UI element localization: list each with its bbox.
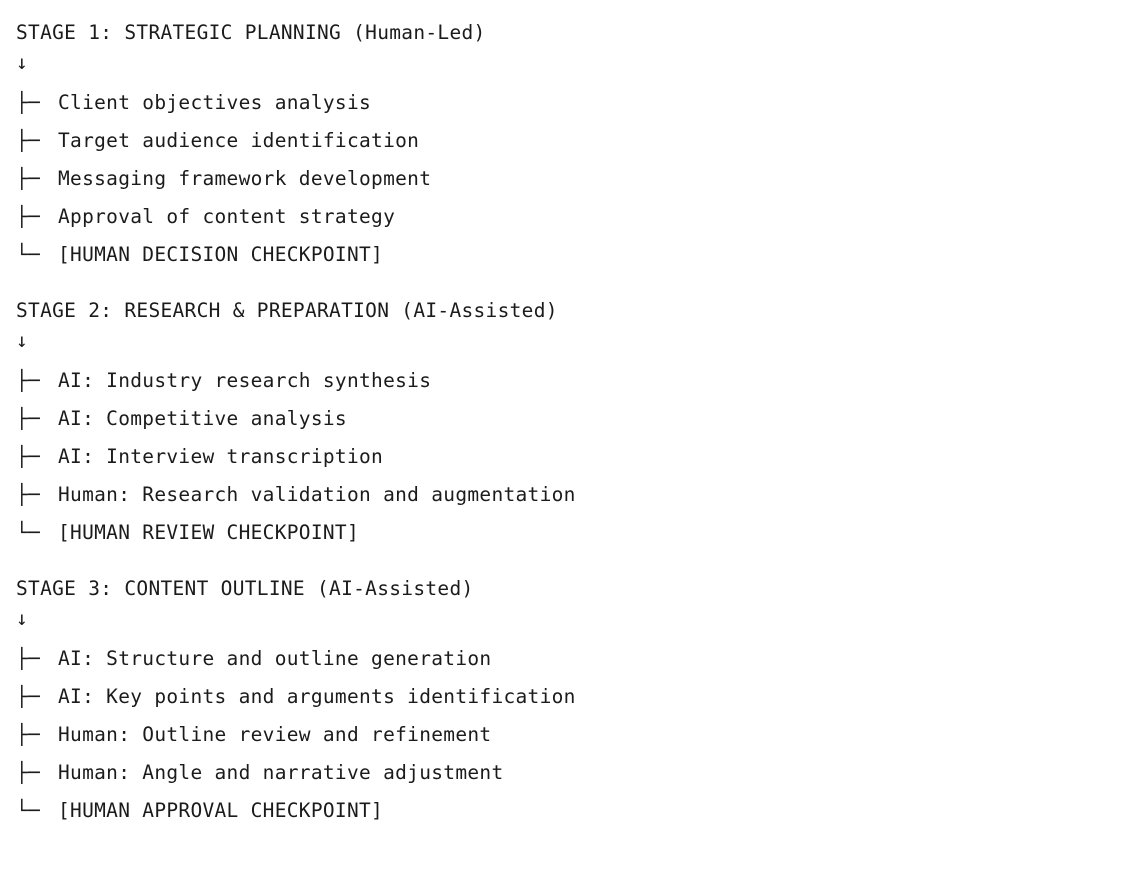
list-item-label: Approval of content strategy [58,205,396,228]
workflow-stage [16,296,1126,552]
tree-branch-icon: ├─ [16,685,41,708]
tree-branch-icon: ├─ [16,483,41,506]
down-arrow-icon: ↓ [16,329,28,352]
list-item-label: [HUMAN DECISION CHECKPOINT] [58,243,384,266]
list-item-label: AI: Structure and outline generation [58,647,492,670]
stage-title: STAGE 1: STRATEGIC PLANNING (Human-Led) [16,21,486,44]
stage-title: STAGE 2: RESEARCH & PREPARATION (AI-Assisted) [16,299,558,322]
list-item [16,716,1126,754]
tree-branch-icon: └─ [16,521,41,544]
list-item [16,362,1126,400]
workflow-stage [16,18,1126,274]
tree-branch-icon: ├─ [16,761,41,784]
list-item [16,476,1126,514]
list-item-label: AI: Industry research synthesis [58,369,432,392]
list-item-label: [HUMAN REVIEW CHECKPOINT] [58,521,359,544]
stage-title: STAGE 3: CONTENT OUTLINE (AI-Assisted) [16,577,474,600]
list-item [16,236,1126,274]
tree-branch-icon: ├─ [16,723,41,746]
list-item-label: Client objectives analysis [58,91,372,114]
tree-branch-icon: ├─ [16,647,41,670]
down-arrow-icon: ↓ [16,51,28,74]
list-item [16,160,1126,198]
tree-branch-icon: ├─ [16,407,41,430]
tree-branch-icon: ├─ [16,369,41,392]
list-item [16,198,1126,236]
tree-branch-icon: ├─ [16,445,41,468]
list-item-label: Human: Research validation and augmentation [58,483,576,506]
stage-item-list [16,640,1126,830]
down-arrow-icon: ↓ [16,607,28,630]
list-item [16,640,1126,678]
list-item-label: AI: Competitive analysis [58,407,347,430]
tree-branch-icon: ├─ [16,129,41,152]
list-item-label: AI: Interview transcription [58,445,384,468]
list-item-label: Human: Angle and narrative adjustment [58,761,504,784]
list-item-label: AI: Key points and arguments identification [58,685,576,708]
stage-item-list [16,84,1126,274]
tree-branch-icon: └─ [16,799,41,822]
list-item [16,400,1126,438]
tree-branch-icon: ├─ [16,91,41,114]
list-item [16,754,1126,792]
list-item [16,122,1126,160]
workflow-stage [16,574,1126,830]
list-item-label: Messaging framework development [58,167,432,190]
list-item [16,678,1126,716]
list-item-label: [HUMAN APPROVAL CHECKPOINT] [58,799,384,822]
list-item [16,514,1126,552]
tree-branch-icon: ├─ [16,167,41,190]
list-item [16,438,1126,476]
tree-branch-icon: ├─ [16,205,41,228]
list-item [16,84,1126,122]
tree-branch-icon: └─ [16,243,41,266]
list-item-label: Human: Outline review and refinement [58,723,492,746]
stage-item-list [16,362,1126,552]
list-item-label: Target audience identification [58,129,420,152]
list-item [16,792,1126,830]
